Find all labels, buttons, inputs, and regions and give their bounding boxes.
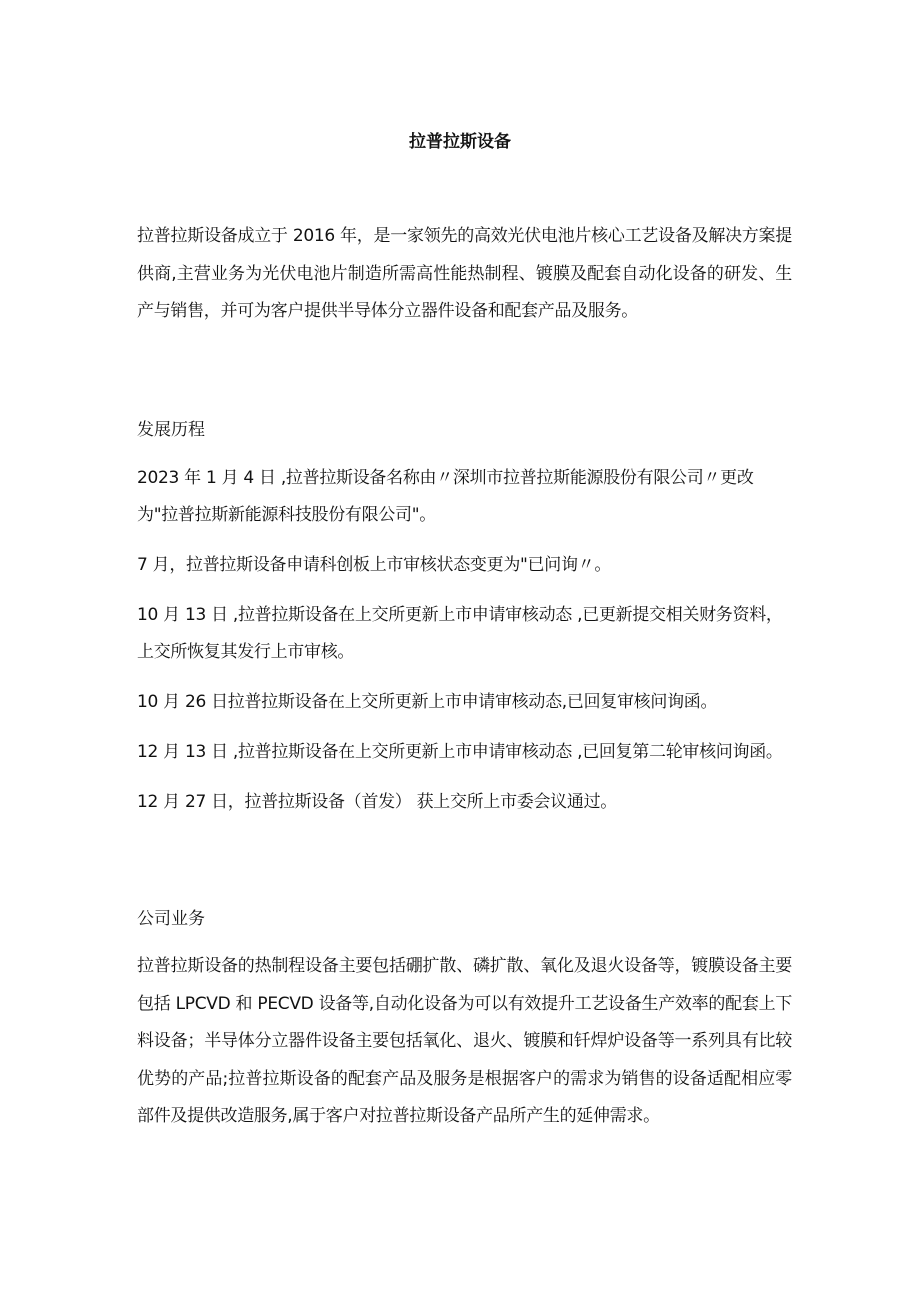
business-heading: 公司业务 [137, 909, 205, 929]
history-entry-oct-26: 10 月 26 日拉普拉斯设备在上交所更新上市申请审核动态,已回复审核问询函。 [137, 692, 718, 712]
history-entry-2023-01-04: 2023 年 1 月 4 日 ,拉普拉斯设备名称由〃深圳市拉普拉斯能源股份有限公司〃更改为"拉普拉斯新能源科技股份有限公司"。 [137, 468, 754, 525]
intro-paragraph [137, 218, 792, 331]
intro-text: 拉普拉斯设备成立于 2016 年，是一家领先的高效光伏电池片核心工艺设备及解决方案提供商,主营业务为光伏电池片制造所需高性能热制程、镀膜及配套自动化设备的研发、生产与销售，并可为客户提供半导体分立器件设备和配套产品及服务。 [137, 226, 792, 321]
business-paragraph [137, 948, 792, 1136]
history-entry-july: 7 月，拉普拉斯设备申请科创板上市审核状态变更为"已问询〃。 [137, 555, 612, 575]
history-list [137, 460, 792, 834]
history-entry-oct-13: 10 月 13 日 ,拉普拉斯设备在上交所更新上市申请审核动态 ,已更新提交相关财务资料，上交所恢复其发行上市审核。 [137, 605, 783, 662]
history-entry-dec-27: 12 月 27 日，拉普拉斯设备（首发） 获上交所上市委会议通过。 [137, 792, 617, 812]
business-text: 拉普拉斯设备的热制程设备主要包括硼扩散、磷扩散、氧化及退火设备等，镀膜设备主要包括 LPCVD 和 PECVD 设备等,自动化设备为可以有效提升工艺设备生产效率的配套上下料设备；半导体分立器件设备主要包括氧化、退火、镀膜和钎焊炉设备等一系列具有比较优势的产品;拉普拉斯设备的配套产品及服务是根据客户的需求为销售的设备适配相应零部件及提供改造服务,属于客户对拉普拉斯设备产品所产生的延伸需求。 [137, 956, 792, 1126]
history-heading: 发展历程 [137, 420, 205, 440]
history-entry-dec-13: 12 月 13 日 ,拉普拉斯设备在上交所更新上市申请审核动态 ,已回复第二轮审核问询函。 [137, 742, 783, 762]
document-title: 拉普拉斯设备 [409, 132, 511, 152]
